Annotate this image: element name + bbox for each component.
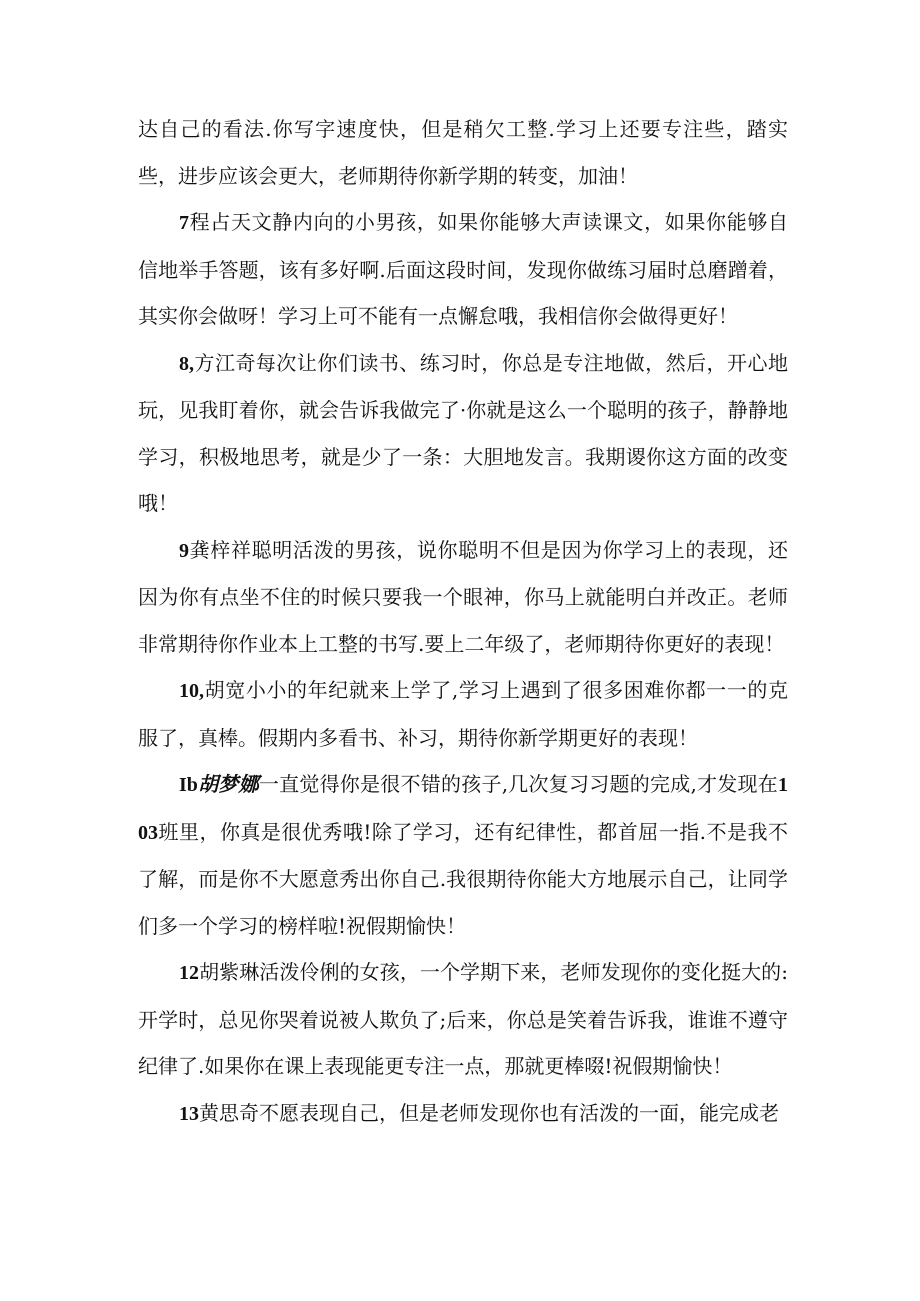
paragraph-text: 方江奇每次让你们读书、练习时，你总是专注地做，然后，开心地玩，见我盯着你，就会告诉我做完了·你就是这么一个聪明的孩子，静静地学习，积极地思考，就是少了一条：大胆地发言。我期谡你这方面的改变哦！ [138,350,788,515]
entry-number: 7 [179,212,189,234]
paragraph-text: 达自己的看法.你写字速度快，但是稍欠工整.学习上还要专注些，踏实些，进步应该会更大，老师期待你新学期的转变，加油！ [138,117,788,188]
entry-number: 8, [179,352,194,375]
paragraph-11 [138,761,788,949]
paragraph-8 [138,340,788,527]
entry-number: Ib [179,774,198,796]
paragraph-text: 一直觉得你是很不错的孩子,几次复习习题的完成,才发现在 [258,772,778,796]
entry-number: 9 [179,539,189,562]
paragraph-12 [138,949,788,1090]
paragraph-9 [138,527,788,668]
paragraph-continued [138,106,788,199]
student-name: 胡梦娜 [197,772,259,796]
entry-number: 12 [179,962,199,984]
document-body [138,106,788,1137]
class-number: 103 [138,774,788,844]
paragraph-text: 龚梓祥聪明活泼的男孩，说你聪明不但是因为你学习上的表现，还因为你有点坐不住的时候只要我一个眼神，你马上就能明白并改正。老师非常期待你作业本上工整的书写.要上二年级了，老师期待你更好的表现！ [138,537,788,656]
paragraph-10 [138,667,788,761]
paragraph-7 [138,199,788,340]
paragraph-13 [138,1090,788,1138]
paragraph-text: 程占天文静内向的小男孩，如果你能够大声读课文，如果你能够自信地举手答题，该有多好啊.后面这段时间，发现你做练习届时总磨蹭着，其实你会做呀！学习上可不能有一点懈怠哦，我相信你会做得更好！ [138,210,788,328]
paragraph-text: 班里，你真是很优秀哦!除了学习，还有纪律性，都首屈一指.不是我不了解，而是你不大愿意秀出你自己.我很期待你能大方地展示自己，让同学们多一个学习的榜样啦!祝假期愉快！ [138,819,788,938]
paragraph-text: 黄思奇不愿表现自己，但是老师发现你也有活泼的一面，能完成老 [199,1100,779,1125]
entry-number: 10, [179,680,204,702]
entry-number: 13 [179,1102,199,1125]
paragraph-text: 胡紫琳活泼伶俐的女孩，一个学期下来，老师发现你的变化挺大的:开学时，总见你哭着说被人欺负了;后来，你总是笑着告诉我，谁谁不遵守纪律了.如果你在课上表现能更专注一点，那就更棒啜!祝假期愉快！ [138,960,788,1078]
paragraph-text: 胡宽小小的年纪就来上学了,学习上遇到了很多困难你都一一的克服了，真棒。假期内多看书、补习，期待你新学期更好的表现！ [138,678,788,750]
